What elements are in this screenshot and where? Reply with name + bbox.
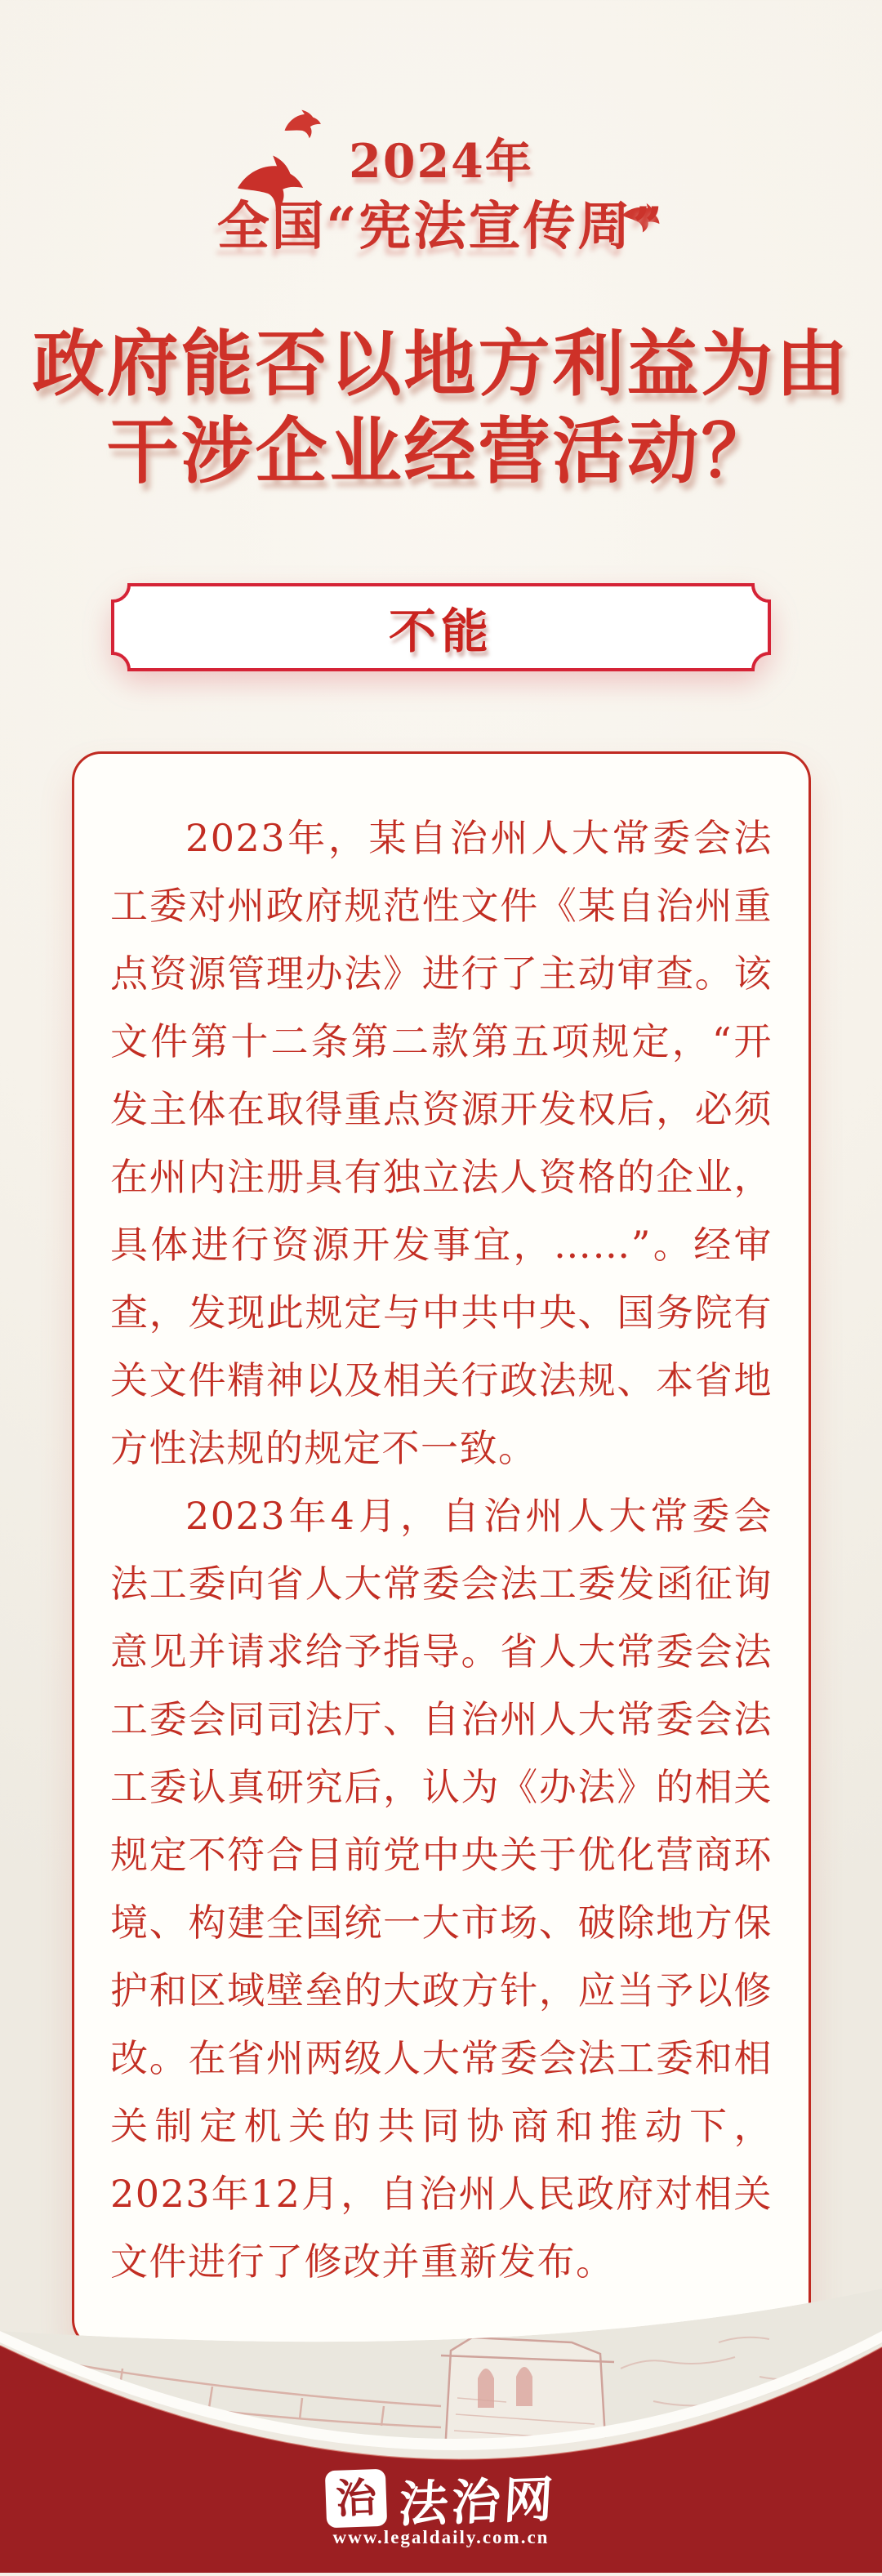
footer-logo xyxy=(0,2463,882,2534)
case-paragraph-2: 2023年4月，自治州人大常委会法工委向省人大常委会法工委发函征询意见并请求给予指导。省人大常委会法工委会同司法厅、自治州人大常委会法工委认真研究后，认为《办法》的相关规定不符合目前党中央关于优化营商环境、构建全国统一大市场、破除地方保护和区域壁垒的大政方针，应当予以修改。在省州两级人大常委会法工委和相关制定机关的共同协商和推动下，2023年12月，自治州人民政府对相关文件进行了修改并重新发布。 xyxy=(110,1494,773,2284)
answer-label: 不能 xyxy=(388,604,493,659)
header-year: 2024年 xyxy=(349,134,533,189)
question-title-line1: 政府能否以地方利益为由 xyxy=(32,321,850,406)
brand-name: 法治网 xyxy=(397,2471,558,2534)
site-url: www.legaldaily.com.cn xyxy=(332,2527,550,2547)
header-campaign-title: 全国“宪法宣传周” xyxy=(216,196,666,257)
question-title xyxy=(0,320,882,495)
question-title-line2: 干涉企业经营活动？ xyxy=(106,408,776,493)
seal-glyph: 治 xyxy=(334,2473,377,2523)
answer-plaque xyxy=(109,582,773,673)
case-text-box xyxy=(72,751,811,2349)
legal-daily-seal-icon xyxy=(325,2469,387,2529)
case-paragraph-1: 2023年，某自治州人大常委会法工委对州政府规范性文件《某自治州重点资源管理办法》进行了主动审查。该文件第十二条第二款第五项规定，“开发主体在取得重点资源开发权后，必须在州内注册具有独立法人资格的企业，具体进行资源开发事宜，……”。经审查，发现此规定与中共中央、国务院有关文件精神以及相关行政法规、本省地方性法规的规定不一致。 xyxy=(110,816,773,1470)
